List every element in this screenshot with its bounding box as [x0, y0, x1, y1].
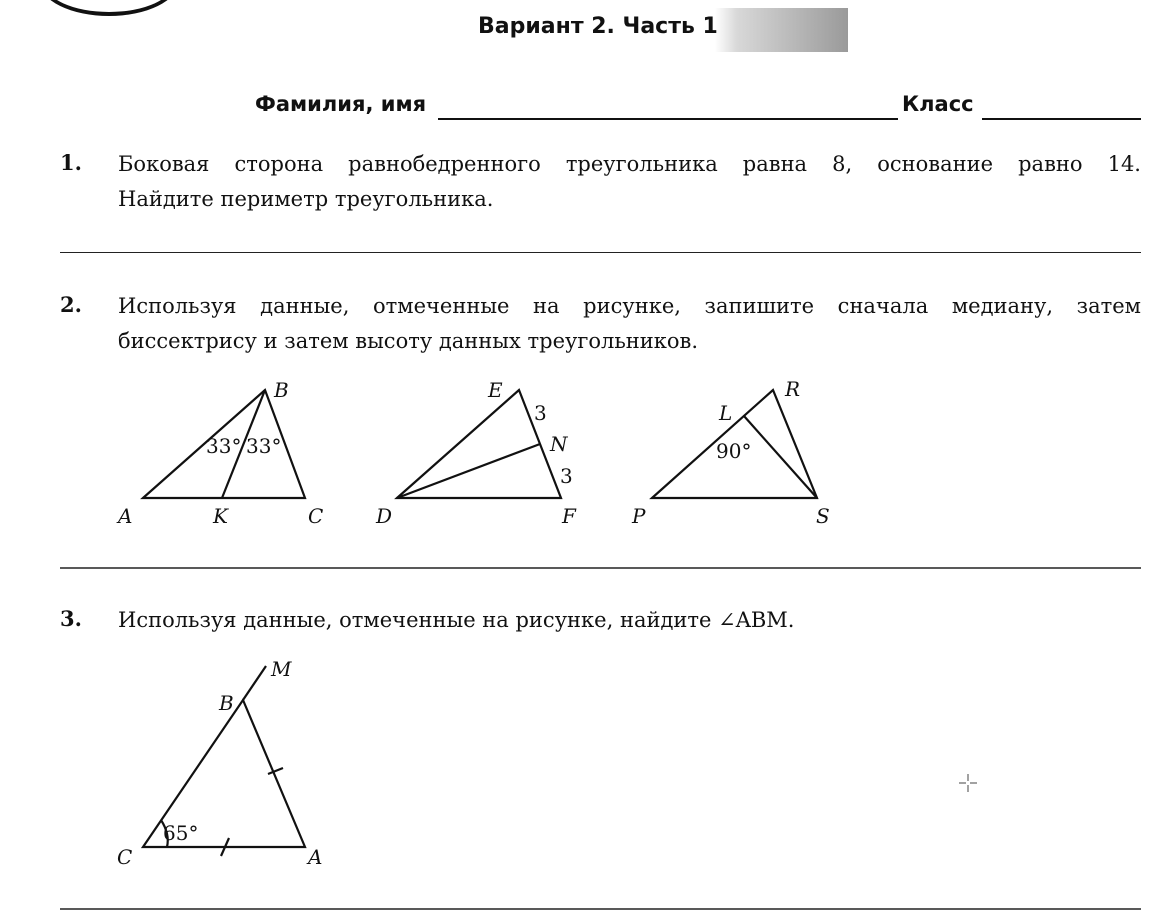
label-def-f: F: [562, 504, 576, 528]
question-2-line-1: Используя данные, отмеченные на рисунке, запишите сначала медиану, затем: [118, 294, 1141, 318]
label-q3-c: C: [117, 845, 133, 869]
segment-nf-length: 3: [560, 464, 573, 488]
ray-bm: [243, 666, 266, 700]
question-1-line-1: Боковая сторона равнобедренного треугольника равна 8, основание равно 14.: [118, 152, 1141, 176]
segment-en-length: 3: [534, 401, 547, 425]
question-2-number: 2.: [60, 292, 82, 317]
label-def-n: N: [550, 432, 568, 456]
label-abc-k: K: [213, 504, 228, 528]
label-q3-m: M: [271, 657, 292, 681]
angle-c-value: 65°: [163, 821, 199, 845]
question-1-line-2: Найдите периметр треугольника.: [118, 187, 494, 211]
label-abc-b: B: [274, 378, 289, 402]
angle-kbc: 33°: [246, 434, 282, 458]
tick-mark-ab: [268, 768, 283, 774]
altitude-sl: [744, 416, 817, 498]
crosshair-cursor-icon: [958, 773, 978, 793]
label-prs-l: L: [719, 401, 733, 425]
question-3-line-1: Используя данные, отмеченные на рисунке, найдите ∠ABM.: [118, 608, 795, 632]
question-1-number: 1.: [60, 150, 82, 175]
label-def-d: D: [376, 504, 393, 528]
label-abc-c: C: [308, 504, 324, 528]
median-dn: [397, 444, 540, 498]
label-prs-p: P: [632, 504, 646, 528]
label-prs-s: S: [816, 504, 830, 528]
angle-abk: 33°: [206, 434, 242, 458]
angle-right: 90°: [716, 439, 752, 463]
class-label: Класс: [902, 92, 974, 116]
label-abc-a: A: [118, 504, 133, 528]
question-2-line-2: биссектрису и затем высоту данных треугольников.: [118, 329, 699, 353]
label-q3-a: A: [308, 845, 323, 869]
label-prs-r: R: [785, 377, 801, 401]
label-q3-b: B: [219, 691, 234, 715]
page-title: Вариант 2. Часть 1: [478, 14, 718, 39]
name-label: Фамилия, имя: [255, 92, 427, 116]
question-3-number: 3.: [60, 606, 82, 631]
question-3-text: [118, 603, 1141, 638]
label-def-e: E: [488, 378, 503, 402]
